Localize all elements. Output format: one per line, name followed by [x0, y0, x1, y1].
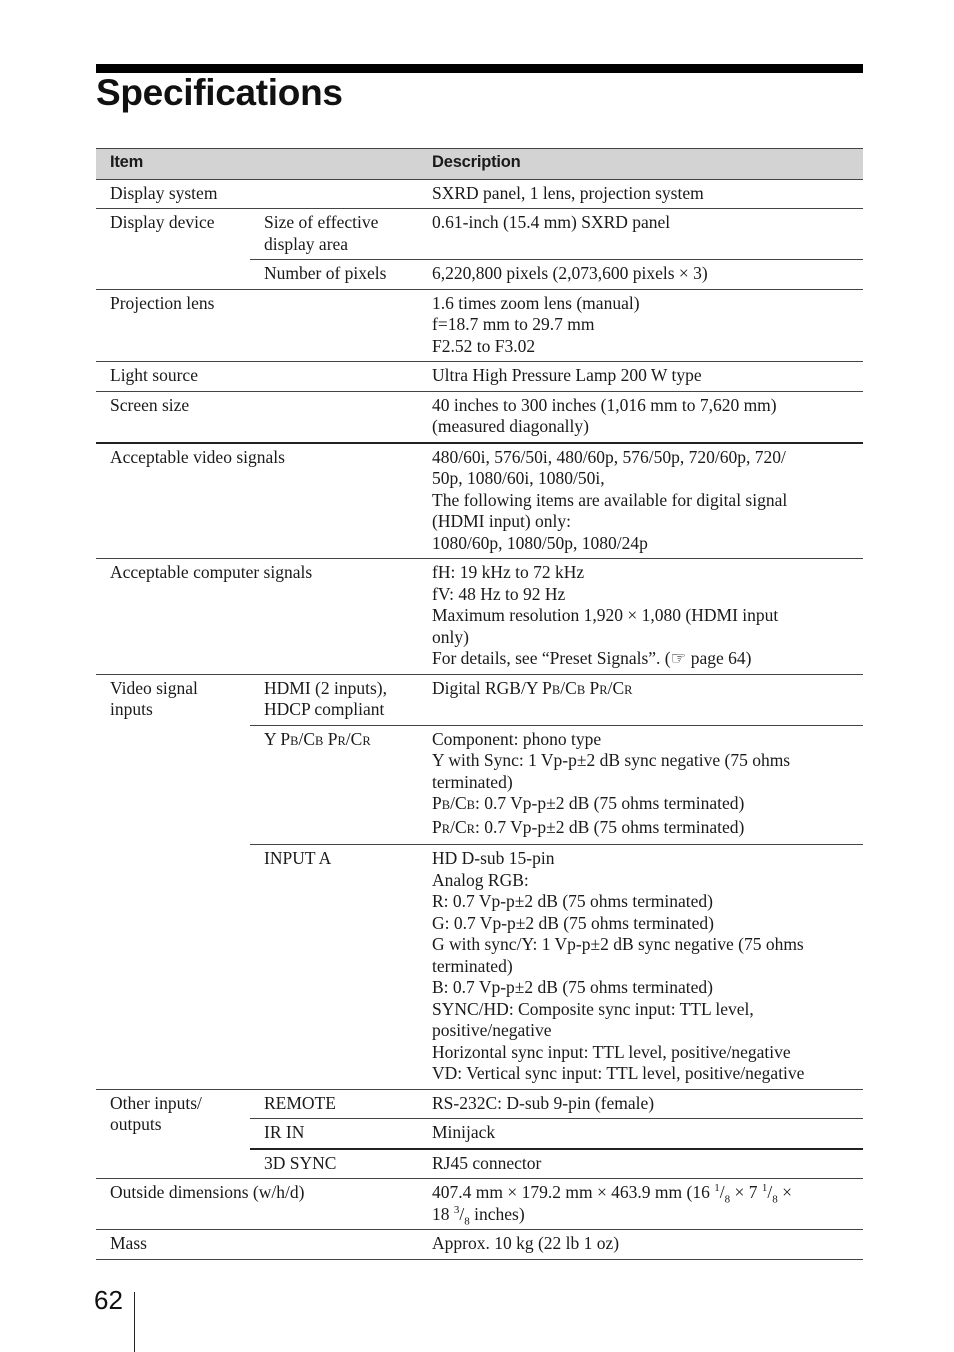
text-fragment: : 0.7 Vp-p±2 dB (75 ohms terminated) — [474, 816, 745, 837]
text-fragment: /C — [607, 677, 625, 698]
description-line: G with sync/Y: 1 Vp-p±2 dB sync negative (75 ohms — [432, 934, 804, 954]
table-row — [96, 209, 863, 260]
description-line: only) — [432, 626, 469, 647]
fraction-slash: / — [767, 1182, 773, 1202]
page-number: 62 — [94, 1285, 123, 1315]
small-caps-letter: R — [441, 821, 451, 836]
small-caps-letter: B — [441, 798, 451, 812]
description-cell — [418, 845, 863, 1090]
description-line: 1.6 times zoom lens (manual) — [432, 292, 640, 313]
subitem-cell: Number of pixels — [250, 260, 418, 290]
table-header-row — [96, 149, 863, 180]
header-item: Item — [96, 149, 418, 180]
description-line: 1080/60p, 1080/50p, 1080/24p — [432, 532, 648, 553]
subitem-cell: REMOTE — [250, 1089, 418, 1119]
text-fragment: /C — [450, 816, 467, 837]
fraction-denominator: 8 — [464, 1215, 470, 1227]
fraction-denominator: 8 — [772, 1193, 778, 1206]
description-cell: Ultra High Pressure Lamp 200 W type — [418, 362, 863, 392]
subitem-cell: IR IN — [250, 1119, 418, 1149]
small-caps-letter: R — [337, 733, 346, 748]
fraction-numerator: 3 — [453, 1203, 460, 1216]
text-fragment: : 0.7 Vp-p±2 dB (75 ohms terminated) — [474, 793, 745, 813]
subitem-cell: 3D SYNC — [250, 1149, 418, 1179]
text-fragment: P — [323, 728, 338, 749]
item-cell: Projection lens — [96, 289, 418, 362]
table-row — [96, 559, 863, 675]
item-cell: Display device — [96, 209, 250, 290]
description-line: Analog RGB: — [432, 869, 529, 890]
description-line: F2.52 to F3.02 — [432, 335, 536, 356]
description-cell — [418, 289, 863, 362]
description-cell: RS-232C: D-sub 9-pin (female) — [418, 1089, 863, 1119]
description-cell: 40 inches to 300 inches (1,016 mm to 7,620 mm) (measured diagonally) — [418, 391, 863, 443]
item-cell: Acceptable computer signals — [96, 559, 418, 675]
text-fragment: P — [432, 793, 442, 813]
text-fragment: Y P — [264, 728, 291, 749]
item-cell: Light source — [96, 362, 418, 392]
description-line: terminated) — [432, 771, 513, 792]
header-description: Description — [418, 149, 863, 180]
text-fragment: P — [585, 677, 600, 698]
description-line: HD D-sub 15-pin — [432, 848, 555, 868]
description-cell — [418, 1179, 863, 1230]
description-line: Horizontal sync input: TTL level, positive/negative — [432, 1041, 791, 1062]
description-cell: Approx. 10 kg (22 lb 1 oz) — [418, 1230, 863, 1260]
text-fragment: 407.4 mm × 179.2 mm × 463.9 mm (16 — [432, 1182, 715, 1202]
small-caps-letter: B — [576, 682, 586, 697]
item-cell: Video signal inputs — [96, 674, 250, 1089]
description-line: VD: Vertical sync input: TTL level, positive/negative — [432, 1063, 805, 1083]
specifications-table — [96, 148, 863, 1260]
text-fragment: /C — [345, 728, 363, 749]
text-fragment: × — [777, 1182, 792, 1202]
item-cell: Acceptable video signals — [96, 443, 418, 559]
fraction-numerator: 1 — [761, 1182, 768, 1195]
description-line: f=18.7 mm to 29.7 mm — [432, 314, 595, 334]
description-cell — [418, 674, 863, 725]
table-row — [96, 179, 863, 209]
description-cell — [418, 559, 863, 675]
description-cell: RJ45 connector — [418, 1149, 863, 1179]
description-line: fH: 19 kHz to 72 kHz — [432, 562, 585, 582]
small-caps-letter: B — [315, 733, 324, 748]
text-fragment: inches) — [469, 1203, 525, 1224]
page-title: Specifications — [96, 72, 343, 113]
table-row — [96, 362, 863, 392]
description-line: Component: phono type — [432, 728, 602, 749]
description-cell: SXRD panel, 1 lens, projection system — [418, 179, 863, 209]
description-line: R: 0.7 Vp-p±2 dB (75 ohms terminated) — [432, 891, 713, 911]
table-row — [96, 1179, 863, 1230]
description-line: Y with Sync: 1 Vp-p±2 dB sync negative (75 ohms — [432, 750, 791, 770]
description-line: The following items are available for digital signal — [432, 489, 788, 510]
description-line: SYNC/HD: Composite sync input: TTL level, — [432, 998, 754, 1019]
text-fragment: × 7 — [730, 1182, 762, 1202]
description-line: For details, see “Preset Signals”. (☞ page 64) — [432, 648, 752, 668]
description-line: terminated) — [432, 955, 513, 976]
item-cell: Other inputs/ outputs — [96, 1089, 250, 1179]
description-line: 50p, 1080/60i, 1080/50i, — [432, 468, 605, 488]
description-line: positive/negative — [432, 1020, 552, 1040]
table-row — [96, 1230, 863, 1260]
description-cell: 0.61-inch (15.4 mm) SXRD panel — [418, 209, 863, 260]
description-line: G: 0.7 Vp-p±2 dB (75 ohms terminated) — [432, 912, 714, 933]
subitem-cell: INPUT A — [250, 845, 418, 1090]
description-line: B: 0.7 Vp-p±2 dB (75 ohms terminated) — [432, 977, 713, 997]
small-caps-letter: R — [466, 821, 475, 836]
text-fragment: /C — [560, 677, 577, 698]
small-caps-letter: B — [466, 798, 475, 812]
fraction-slash: / — [459, 1203, 465, 1224]
small-caps-letter: R — [599, 682, 608, 697]
item-cell: Display system — [96, 179, 418, 209]
table-row — [96, 674, 863, 725]
fraction-numerator: 1 — [714, 1182, 720, 1195]
page-number-rule — [134, 1292, 135, 1352]
small-caps-letter: R — [624, 682, 633, 697]
description-line — [432, 817, 853, 841]
text-fragment: /C — [298, 728, 315, 749]
text-fragment: /C — [450, 793, 467, 813]
subitem-cell — [250, 725, 418, 845]
description-cell — [418, 443, 863, 559]
description-line — [432, 1182, 853, 1204]
text-fragment: 18 — [432, 1203, 454, 1224]
item-cell: Outside dimensions (w/h/d) — [96, 1179, 418, 1230]
description-cell: Minijack — [418, 1119, 863, 1149]
small-caps-letter: B — [290, 733, 299, 748]
description-line: Maximum resolution 1,920 × 1,080 (HDMI input — [432, 605, 779, 625]
fraction-denominator: 8 — [724, 1193, 731, 1206]
table-row — [96, 391, 863, 443]
fraction-slash: / — [719, 1182, 725, 1202]
subitem-cell: HDMI (2 inputs), HDCP compliant — [250, 674, 418, 725]
text-fragment: P — [432, 816, 442, 837]
item-cell: Screen size — [96, 391, 418, 443]
description-cell: 6,220,800 pixels (2,073,600 pixels × 3) — [418, 260, 863, 290]
table-row — [96, 289, 863, 362]
table-row — [96, 1089, 863, 1119]
small-caps-letter: B — [551, 682, 561, 697]
description-line — [432, 1204, 853, 1226]
description-line — [432, 793, 853, 817]
text-fragment: Digital RGB/Y P — [432, 677, 552, 698]
description-line: 480/60i, 576/50i, 480/60p, 576/50p, 720/60p, 720/ — [432, 446, 786, 467]
description-cell — [418, 725, 863, 845]
description-line: (HDMI input) only: — [432, 511, 572, 531]
description-line: fV: 48 Hz to 92 Hz — [432, 583, 566, 604]
small-caps-letter: R — [362, 733, 371, 748]
table-row — [96, 443, 863, 559]
subitem-cell: Size of effective display area — [250, 209, 418, 260]
item-cell: Mass — [96, 1230, 418, 1260]
